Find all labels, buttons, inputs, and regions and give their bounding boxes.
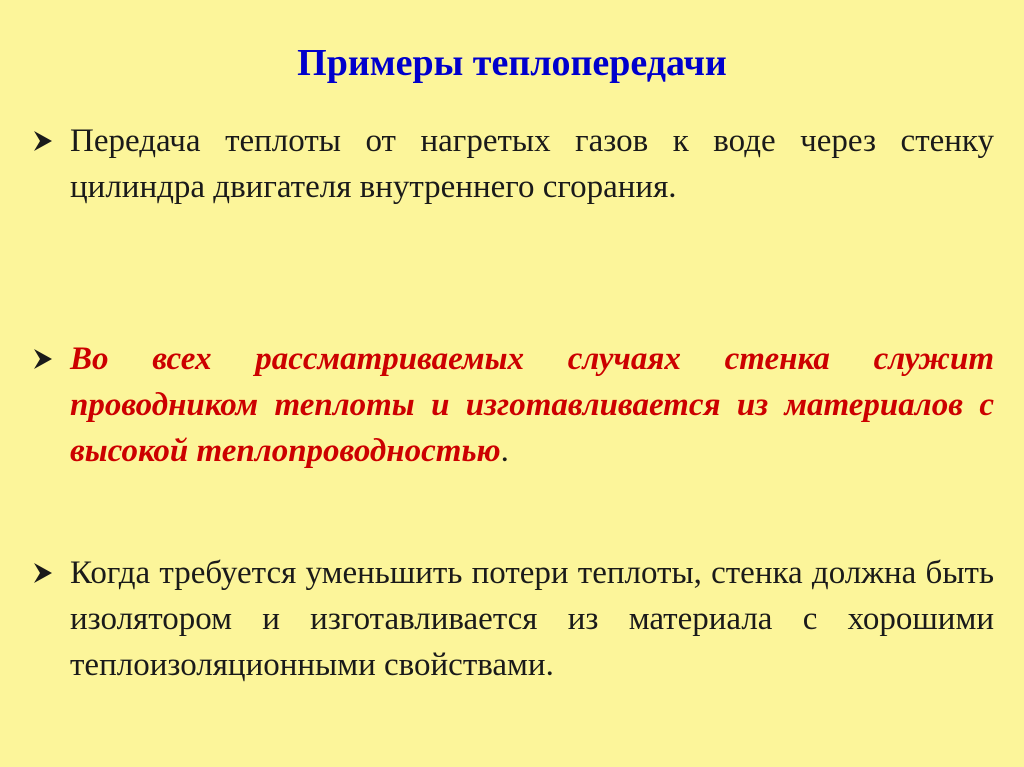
slide-title: Примеры теплопередачи: [297, 42, 727, 84]
bullet-text-emphasized: [70, 336, 994, 474]
sentence-period: .: [500, 433, 509, 469]
arrowhead-bullet-icon: [30, 560, 60, 586]
bullet-text: Передача теплоты от нагретых газов к воде через стенку цилиндра двигателя внутреннего сгорания.: [70, 123, 994, 205]
arrowhead-bullet-icon: [30, 128, 60, 154]
bullet-item: [30, 550, 994, 688]
arrowhead-bullet-icon: [30, 346, 60, 372]
bullet-text: Когда требуется уменьшить потери теплоты, стенка должна быть изолятором и изготавливается из материала с хорошими теплоизоляционными свойствами.: [70, 555, 994, 683]
bullet-item: [30, 336, 994, 474]
emphasized-statement: Во всех рассматриваемых случаях стенка служит проводником теплоты и изготавливается из материалов с высокой теплопроводностью: [70, 341, 994, 469]
bullet-item: [30, 118, 994, 210]
